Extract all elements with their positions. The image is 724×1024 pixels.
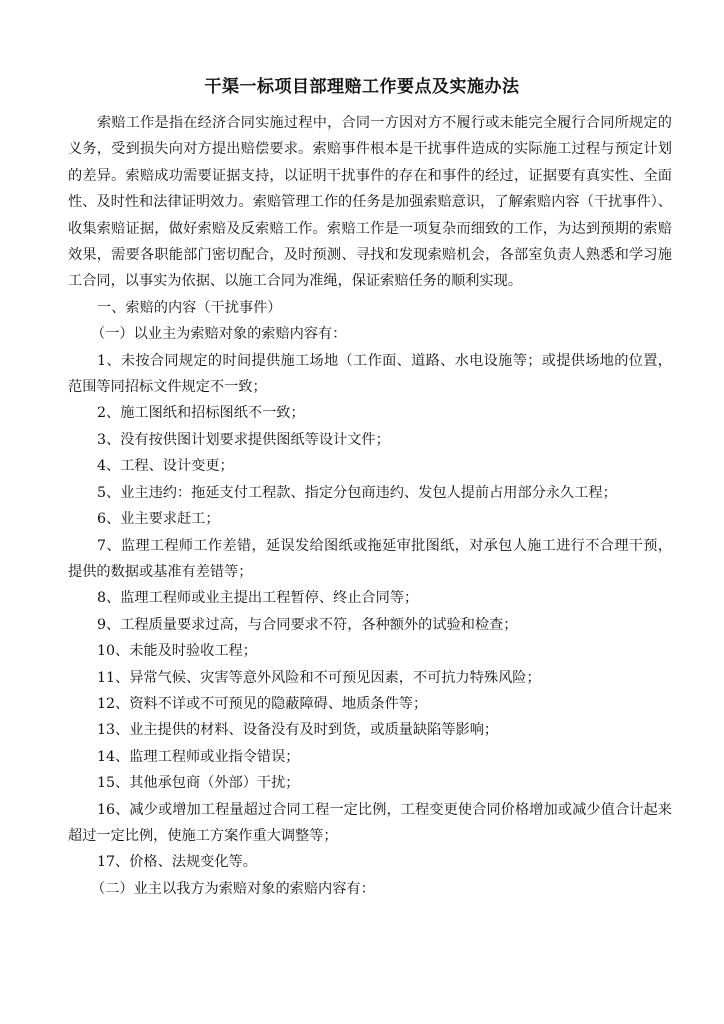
subsection-heading: （二）业主以我方为索赔对象的索赔内容有： <box>91 880 375 897</box>
list-item: 7、监理工程师工作差错，延误发给图纸或拖延审批图纸，对承包人施工进行不合理干预，提供的数据或基准有差错等； <box>68 537 672 580</box>
list-item: 6、业主要求赶工； <box>97 511 220 528</box>
list-item: 3、没有按供图计划要求提供图纸等设计文件； <box>97 431 390 448</box>
document-body <box>68 110 672 902</box>
list-item: 8、监理工程师或业主提出工程暂停、终止合同等； <box>97 590 419 607</box>
list-item: 11、异常气候、灾害等意外风险和不可预见因素，不可抗力特殊风险； <box>97 669 541 686</box>
list-item: 14、监理工程师或业指令错误； <box>97 748 300 765</box>
list-item: 13、业主提供的材料、设备没有及时到货，或质量缺陷等影响； <box>97 722 499 739</box>
list-item: 16、减少或增加工程量超过合同工程一定比例，工程变更使合同价格增加或减少值合计起来超过一定比例，使施工方案作重大调整等； <box>68 801 672 844</box>
list-item: 10、未能及时验收工程； <box>97 643 257 660</box>
list-item: 17、价格、法规变化等。 <box>97 854 257 871</box>
list-item: 1、未按合同规定的时间提供施工场地（工作面、道路、水电设施等；或提供场地的位置，范围等同招标文件规定不一致； <box>68 352 672 396</box>
subsection-heading: （一）以业主为索赔对象的索赔内容有： <box>91 326 347 343</box>
list-item: 9、工程质量要求过高，与合同要求不符，各种额外的试验和检查； <box>97 616 518 633</box>
list-item: 5、业主违约：拖延支付工程款、指定分包商违约、发包人提前占用部分永久工程； <box>97 484 617 501</box>
list-item: 12、资料不详或不可预见的隐蔽障碍、地质条件等； <box>97 695 428 712</box>
list-item: 2、施工图纸和招标图纸不一致； <box>97 405 305 422</box>
section-heading: 一、索赔的内容（干扰事件） <box>97 299 282 316</box>
document-title: 干渠一标项目部理赔工作要点及实施办法 <box>204 77 520 97</box>
list-item: 4、工程、设计变更； <box>97 458 234 475</box>
intro-paragraph: 索赔工作是指在经济合同实施过程中，合同一方因对方不履行或未能完全履行合同所规定的义务，受到损失向对方提出赔偿要求。索赔事件根本是干扰事件造成的实际施工过程与预定计划的差异。索赔成功需要证据支持，以证明干扰事件的存在和事件的经过，证据要有真实性、全面性、及时性和法律证明效力。索赔管理工作的任务是加强索赔意识，了解索赔内容（干扰事件）、收集索赔证据，做好索赔及反索赔工作。索赔工作是一项复杂而细致的工作，为达到预期的索赔效果，需要各职能部门密切配合，及时预测、寻找和发现索赔机会，各部室负责人熟悉和学习施工合同，以事实为依据、以施工合同为准绳，保证索赔任务的顺利实现。 <box>68 115 672 290</box>
list-item: 15、其他承包商（外部）干扰； <box>97 775 300 792</box>
